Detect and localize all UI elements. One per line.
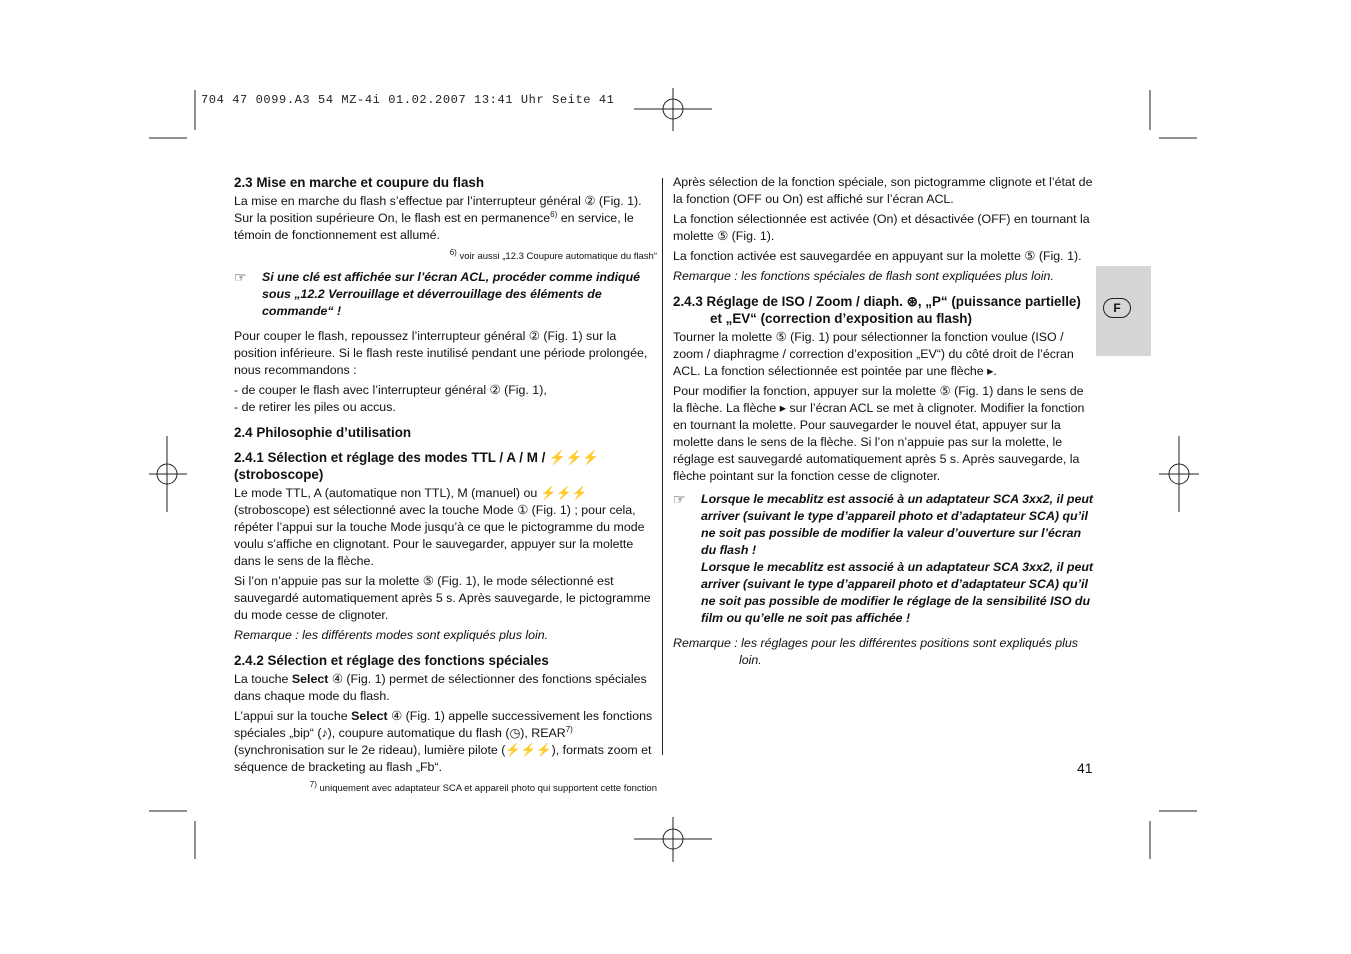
crosshair-icon — [634, 817, 712, 862]
remark: Remarque : les fonctions spéciales de flash sont expliquées plus loin. — [673, 269, 1054, 283]
footnote-6: $^{6)}$ voir aussi „12.3 Coupure automatique du flash“ — [449, 247, 657, 262]
pointing-hand-icon: ☞ — [673, 491, 686, 507]
paragraph: L’appui sur la touche Select ④ (Fig. 1) appelle successivement les fonctions spéciales „bip“ (♪), coupure automatique du flash (◷), REAR$^{7)}$ (synchronisation sur le 2e rideau), lumière pilote (⚡⚡⚡), formats zoom et séquence de bracketing au flash „Fb“. — [234, 709, 653, 774]
footnote-7: $^{7)}$ uniquement avec adaptateur SCA et appareil photo qui supportent cette fonction — [309, 779, 657, 794]
language-tab-label: F — [1103, 298, 1131, 318]
right-column — [673, 174, 1096, 672]
remark: Remarque : les réglages pour les différentes positions sont expliqués plus loin. — [673, 636, 1078, 667]
footnote-ref: 7) — [565, 724, 573, 734]
crosshair-icon — [1159, 436, 1199, 512]
note-block: ☞ Lorsque le mecablitz est associé à un adaptateur SCA 3xx2, il peut arriver (suivant le type d’appareil photo et d’adaptateur SCA) qu’il ne soit pas possible de modifier la valeur d’ouverture sur l’écran du flash ! Lorsque le mecablitz est associé à un adaptateur SCA 3xx2, il peut arriver (suivant le type d’appareil photo et d’adaptateur SCA) qu’il ne soit pas possible de modifier le réglage de la sensibilité ISO du film ou qu’elle ne soit pas affichée ! — [673, 491, 1094, 625]
section-heading-2-3: 2.3 Mise en marche et coupure du flash — [234, 175, 485, 190]
page-number: 41 — [1077, 760, 1093, 776]
paragraph: Tourner la molette ⑤ (Fig. 1) pour sélectionner la fonction voulue (ISO / zoom / diaphragme / correction d’exposition „EV“) du côté droit de l’écran ACL. La fonction sélectionnée est pointée par une flèche ▸. — [673, 330, 1074, 378]
paragraph: Le mode TTL, A (automatique non TTL), M (manuel) ou ⚡⚡⚡ (stroboscope) est sélectionné avec la touche Mode ① (Fig. 1) ; pour cela, répéter l’appui sur la touche Mode jusqu’à ce que le pictogramme du mode voulu s’affiche en clignotant. Pour le sauvegarder, appuyer sur la molette dans le sens de la flèche. — [234, 486, 645, 568]
paragraph: La fonction activée est sauvegardée en appuyant sur la molette ⑤ (Fig. 1). — [673, 249, 1082, 263]
paragraph: Pour modifier la fonction, appuyer sur la molette ⑤ (Fig. 1) dans le sens de la flèche. La flèche ▸ sur l’écran ACL se met à clignoter. Modifier la fonction en tournant la molette. Pour sauvegarder le nouvel état, appuyer sur la molette dans le sens de la flèche. Si l’on n’appuie pas sur la molette, le réglage est sauvegardé automatiquement après 5 s. Après sauvegarde, la flèche pointant sur la fonction cesse de clignoter. — [673, 384, 1085, 483]
list-item: - de retirer les piles ou accus. — [234, 400, 396, 414]
left-column — [234, 174, 657, 801]
paragraph: Après sélection de la fonction spéciale, son pictogramme clignote et l’état de la fonction (OFF ou On) est affiché sur l’écran ACL. — [673, 175, 1093, 206]
crosshair-icon — [634, 88, 712, 131]
remark: Remarque : les différents modes sont expliqués plus loin. — [234, 628, 549, 642]
paragraph: La touche Select ④ (Fig. 1) permet de sélectionner des fonctions spéciales dans chaque mode du flash. — [234, 672, 647, 703]
footnote-ref: 6) — [550, 209, 558, 219]
list-item: - de couper le flash avec l’interrupteur général ② (Fig. 1), — [234, 383, 547, 397]
crosshair-icon — [149, 436, 187, 512]
paragraph: Pour couper le flash, repoussez l’interrupteur général ② (Fig. 1) sur la position inférieure. Si le flash reste inutilisé pendant une période prolongée, nous recommandons : — [234, 329, 648, 377]
print-slug: 704 47 0099.A3 54 MZ-4i 01.02.2007 13:41 Uhr Seite 41 — [201, 93, 615, 107]
section-heading-2-4-3: 2.4.3 Réglage de ISO / Zoom / diaph. ⊛, „P“ (puissance partielle) et „EV“ (correction d’exposition au flash) — [673, 294, 1081, 326]
section-heading-2-4-2: 2.4.2 Sélection et réglage des fonctions spéciales — [234, 653, 549, 668]
paragraph: La fonction sélectionnée est activée (On) et désactivée (OFF) en tournant la molette ⑤ (Fig. 1). — [673, 212, 1090, 243]
section-heading-2-4: 2.4 Philosophie d’utilisation — [234, 425, 412, 440]
pointing-hand-icon: ☞ — [234, 269, 247, 285]
paragraph: Si l’on n’appuie pas sur la molette ⑤ (Fig. 1), le mode sélectionné est sauvegardé automatiquement après 5 s. Après sauvegarde, le pictogramme du mode cesse de clignoter. — [234, 574, 651, 622]
note-block: ☞ Si une clé est affichée sur l’écran ACL, procéder comme indiqué sous „12.2 Verrouillage et déverrouillage des éléments de commande“ ! — [234, 269, 641, 318]
section-heading-2-4-1: 2.4.1 Sélection et réglage des modes TTL / A / M / ⚡⚡⚡ (stroboscope) — [234, 450, 600, 482]
paragraph: La mise en marche du flash s’effectue par l’interrupteur général ② (Fig. 1). Sur la position supérieure On, le flash est en permanence$^{6)}$ en service, le témoin de fonctionnement est allumé. — [234, 194, 642, 242]
column-divider — [662, 178, 663, 755]
